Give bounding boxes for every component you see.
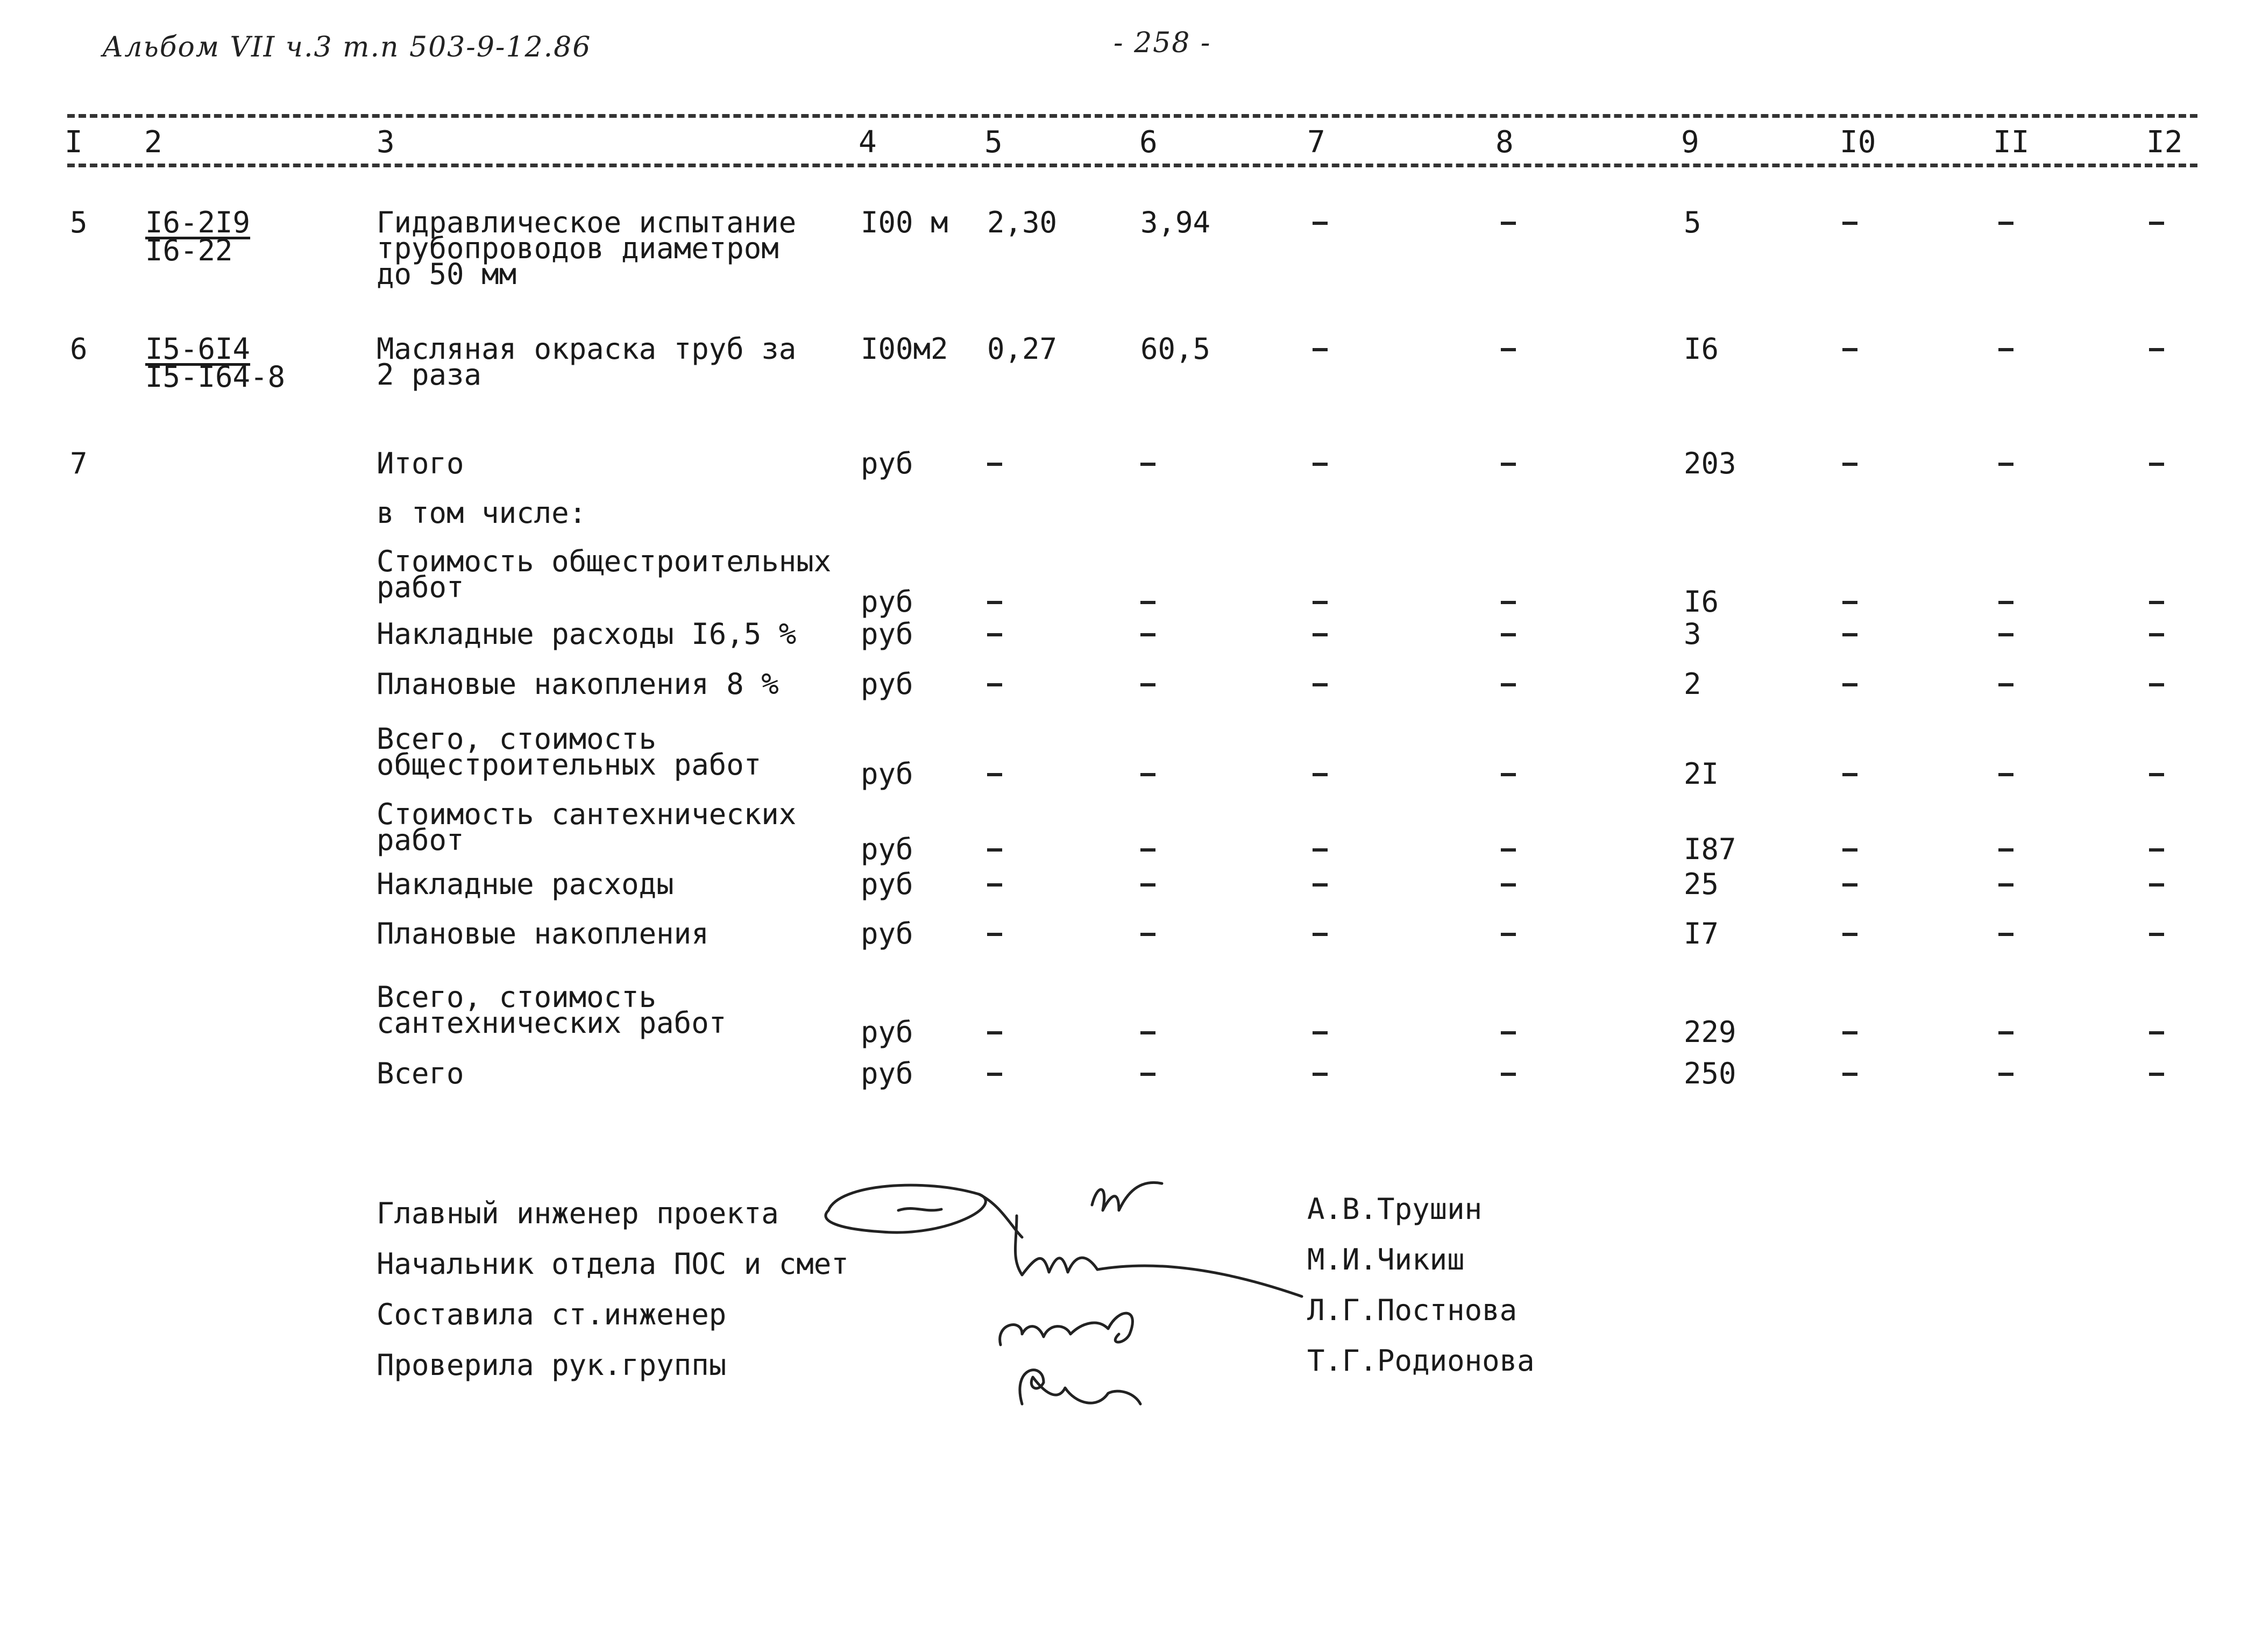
value-cell-c9: 2I	[1684, 757, 1719, 791]
empty-cell-dash	[1842, 933, 1857, 936]
empty-cell-dash	[1842, 633, 1857, 636]
value-cell-c9: 250	[1684, 1057, 1736, 1090]
signature-name: Т.Г.Родионова	[1307, 1344, 1535, 1378]
price-code-bottom: I6-22	[145, 233, 233, 267]
item-description: Стоимость общестроительных работ	[377, 544, 832, 604]
empty-cell-dash	[1313, 1073, 1328, 1076]
empty-cell-dash	[2149, 683, 2164, 686]
unit: руб	[861, 667, 913, 701]
value-cell-c5: 2,30	[987, 205, 1058, 239]
column-number-10: I0	[1840, 125, 1876, 160]
empty-cell-dash	[2149, 463, 2164, 466]
empty-cell-dash	[1313, 773, 1328, 776]
empty-cell-dash	[987, 773, 1002, 776]
row-number: 6	[70, 332, 88, 366]
value-cell-c9: 229	[1684, 1015, 1736, 1049]
empty-cell-dash	[1313, 222, 1328, 225]
item-description: Стоимость сантехнических работ	[377, 797, 797, 857]
column-number-4: 4	[859, 125, 877, 160]
empty-cell-dash	[1501, 348, 1516, 351]
empty-cell-dash	[1842, 1073, 1857, 1076]
empty-cell-dash	[1998, 1031, 2013, 1034]
empty-cell-dash	[1140, 463, 1155, 466]
value-cell-c9: 25	[1684, 867, 1719, 901]
column-number-6: 6	[1139, 125, 1158, 160]
column-number-5: 5	[984, 125, 1003, 160]
empty-cell-dash	[1313, 348, 1328, 351]
empty-cell-dash	[1313, 683, 1328, 686]
empty-cell-dash	[1140, 633, 1155, 636]
empty-cell-dash	[1501, 633, 1516, 636]
empty-cell-dash	[2149, 222, 2164, 225]
empty-cell-dash	[2149, 601, 2164, 604]
empty-cell-dash	[1501, 1031, 1516, 1034]
price-code-top: I6-2I9	[145, 205, 251, 239]
empty-cell-dash	[987, 933, 1002, 936]
signature-role: Составила ст.инженер	[377, 1298, 727, 1331]
page-number: - 258 -	[1114, 27, 1211, 59]
item-description: Плановые накопления 8 %	[377, 667, 779, 701]
empty-cell-dash	[2149, 1073, 2164, 1076]
empty-cell-dash	[1998, 683, 2013, 686]
empty-cell-dash	[2149, 883, 2164, 887]
column-number-3: 3	[377, 125, 395, 160]
price-code-bottom: I5-I64-8	[145, 360, 286, 394]
row-number: 5	[70, 205, 88, 239]
value-cell-c6: 60,5	[1140, 332, 1211, 366]
empty-cell-dash	[1842, 1031, 1857, 1034]
empty-cell-dash	[1313, 848, 1328, 852]
empty-cell-dash	[2149, 633, 2164, 636]
empty-cell-dash	[1998, 633, 2013, 636]
value-cell-c5: 0,27	[987, 332, 1058, 366]
item-description: Гидравлическое испытание трубопроводов диаметром до 50 мм	[377, 205, 797, 291]
item-description: Всего, стоимость сантехнических работ	[377, 980, 727, 1040]
empty-cell-dash	[1140, 601, 1155, 604]
empty-cell-dash	[1140, 1031, 1155, 1034]
signature-role: Главный инженер проекта	[377, 1196, 779, 1230]
item-description: в том числе:	[377, 496, 587, 530]
unit: руб	[861, 917, 913, 951]
empty-cell-dash	[1842, 463, 1857, 466]
empty-cell-dash	[1998, 883, 2013, 887]
empty-cell-dash	[1998, 348, 2013, 351]
unit: руб	[861, 1015, 913, 1049]
item-description: Всего	[377, 1057, 464, 1090]
signature-name: М.И.Чикиш	[1307, 1243, 1465, 1277]
unit: руб	[861, 757, 913, 791]
empty-cell-dash	[1501, 883, 1516, 887]
empty-cell-dash	[1998, 933, 2013, 936]
empty-cell-dash	[1313, 933, 1328, 936]
item-description: Накладные расходы	[377, 867, 674, 901]
unit: руб	[861, 617, 913, 651]
empty-cell-dash	[2149, 348, 2164, 351]
empty-cell-dash	[987, 1073, 1002, 1076]
item-description: Плановые накопления	[377, 917, 709, 951]
empty-cell-dash	[1501, 463, 1516, 466]
table-top-rule	[67, 114, 2197, 118]
empty-cell-dash	[1501, 848, 1516, 852]
empty-cell-dash	[1313, 463, 1328, 466]
empty-cell-dash	[1842, 348, 1857, 351]
empty-cell-dash	[987, 1031, 1002, 1034]
empty-cell-dash	[987, 601, 1002, 604]
handwritten-signatures	[818, 1173, 1313, 1420]
unit: руб	[861, 446, 913, 480]
empty-cell-dash	[1140, 848, 1155, 852]
empty-cell-dash	[1313, 633, 1328, 636]
column-number-7: 7	[1307, 125, 1325, 160]
column-number-11: II	[1993, 125, 2030, 160]
empty-cell-dash	[1998, 848, 2013, 852]
signature-role: Проверила рук.группы	[377, 1348, 727, 1382]
column-number-1: I	[65, 125, 83, 160]
value-cell-c9: I7	[1684, 917, 1719, 951]
value-cell-c9: 2	[1684, 667, 1701, 701]
empty-cell-dash	[1501, 683, 1516, 686]
empty-cell-dash	[1313, 883, 1328, 887]
value-cell-c9: 203	[1684, 446, 1736, 480]
item-description: Всего, стоимость общестроительных работ	[377, 722, 762, 782]
empty-cell-dash	[987, 683, 1002, 686]
empty-cell-dash	[1998, 463, 2013, 466]
value-cell-c6: 3,94	[1140, 205, 1211, 239]
unit: руб	[861, 867, 913, 901]
unit: руб	[861, 1057, 913, 1090]
signature-name: Л.Г.Постнова	[1307, 1293, 1517, 1327]
empty-cell-dash	[1842, 222, 1857, 225]
empty-cell-dash	[1842, 601, 1857, 604]
empty-cell-dash	[1140, 1073, 1155, 1076]
value-cell-c9: I6	[1684, 332, 1719, 366]
item-description: Накладные расходы I6,5 %	[377, 617, 797, 651]
empty-cell-dash	[1501, 933, 1516, 936]
empty-cell-dash	[1842, 773, 1857, 776]
empty-cell-dash	[1140, 773, 1155, 776]
value-cell-c9: 5	[1684, 205, 1701, 239]
empty-cell-dash	[1140, 683, 1155, 686]
empty-cell-dash	[1842, 883, 1857, 887]
unit: I00 м	[861, 205, 948, 239]
column-number-2: 2	[144, 125, 162, 160]
empty-cell-dash	[1998, 601, 2013, 604]
empty-cell-dash	[2149, 773, 2164, 776]
value-cell-c9: I6	[1684, 585, 1719, 619]
empty-cell-dash	[1313, 601, 1328, 604]
price-code-top: I5-6I4	[145, 332, 251, 366]
empty-cell-dash	[987, 883, 1002, 887]
album-reference: Альбом VII ч.3 т.п 503-9-12.86	[102, 31, 592, 63]
signature-role: Начальник отдела ПОС и смет	[377, 1247, 849, 1281]
header-bottom-rule	[67, 164, 2197, 167]
empty-cell-dash	[2149, 1031, 2164, 1034]
column-number-9: 9	[1681, 125, 1699, 160]
empty-cell-dash	[1998, 773, 2013, 776]
empty-cell-dash	[1140, 883, 1155, 887]
empty-cell-dash	[2149, 848, 2164, 852]
empty-cell-dash	[1140, 933, 1155, 936]
empty-cell-dash	[1842, 683, 1857, 686]
empty-cell-dash	[1842, 848, 1857, 852]
column-number-12: I2	[2146, 125, 2183, 160]
value-cell-c9: I87	[1684, 832, 1736, 866]
empty-cell-dash	[987, 633, 1002, 636]
empty-cell-dash	[2149, 933, 2164, 936]
empty-cell-dash	[1501, 601, 1516, 604]
unit: руб	[861, 832, 913, 866]
empty-cell-dash	[1501, 773, 1516, 776]
unit: руб	[861, 585, 913, 619]
item-description: Итого	[377, 446, 464, 480]
empty-cell-dash	[1998, 1073, 2013, 1076]
empty-cell-dash	[1313, 1031, 1328, 1034]
column-number-8: 8	[1495, 125, 1514, 160]
row-number: 7	[70, 446, 88, 480]
item-description: Масляная окраска труб за 2 раза	[377, 332, 797, 392]
empty-cell-dash	[1501, 1073, 1516, 1076]
signature-name: А.В.Трушин	[1307, 1192, 1483, 1226]
unit: I00м2	[861, 332, 948, 366]
empty-cell-dash	[1998, 222, 2013, 225]
empty-cell-dash	[987, 463, 1002, 466]
empty-cell-dash	[1501, 222, 1516, 225]
empty-cell-dash	[987, 848, 1002, 852]
value-cell-c9: 3	[1684, 617, 1701, 651]
